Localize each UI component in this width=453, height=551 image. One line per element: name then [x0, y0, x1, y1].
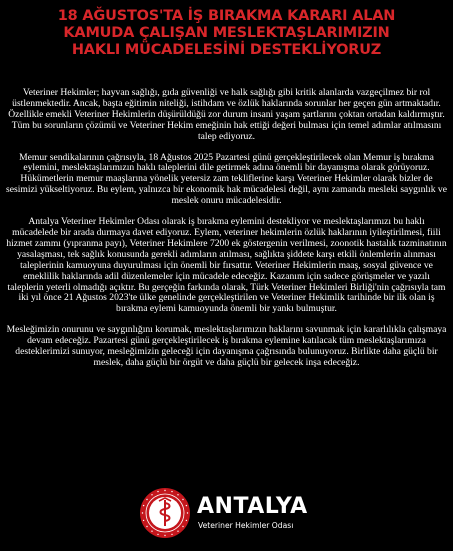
paragraph-3: Antalya Veteriner Hekimler Odası olarak iş bırakma eylemini destekliyor ve meslektaşlarımızı bu haklı mücadelede bir arada durmaya davet ediyoruz. Eylem, veteriner hekimlerin özlük haklarının iyileştirilmesi, fiili hizmet zammı (yıpranma payı), Veteriner Hekimlere 7200 ek göstergenin verilmesi, zoonotik hastalık tazminatının yasalaşması, tek sağlık konusunda gerekli adımların atılması, sağlıkta şiddete karşı etkili önlemlerin alınması taleplerinin kamuoyuna duyurulması için önemli bir fırsattır. Veteriner Hekimlerin maaş, sosyal güvence ve emeklilik haklarında adil düzenlemeler için mücadele edeceğiz. Kazanım için sadece görüşmeler ve yazılı taleplerin yeterli olmadığı açıktır. Bu gerçeğin farkında olarak, Türk Veteriner Hekimleri Birliği'nin çağrısıyla tam iki yıl önce 21 Ağustos 2023'te ülke genelinde gerçekleştirilen ve Veteriner Hekimlik tarihinde bir ilk olan iş bırakma eylemi kamuoyunda önemli bir yankı bulmuştur.: [6, 216, 447, 315]
organization-name: ANTALYA: [197, 494, 308, 519]
paragraph-1: Veteriner Hekimler; hayvan sağlığı, gıda güvenliği ve halk sağlığı gibi kritik alanlarda vazgeçilmez bir rol üstlenmektedir. Ancak, başta eğitimin niteliği, istihdam ve özlük haklarında sorunlar her geçen gün artmaktadır. Özellikle emekli Veteriner Hekimlerin düşürüldüğü zor durum insani yaşam şartlarını çoktan ortadan kaldırmıştır. Tüm bu sorunların çözümü ve Veteriner Hekim emeğinin hak ettiği değeri bulması için temel adımlar atılmasını talep ediyoruz.: [8, 87, 445, 142]
veterinary-seal-icon: [139, 487, 191, 539]
paragraph-2: Memur sendikalarının çağrısıyla, 18 Ağustos 2025 Pazartesi günü gerçekleştirilecek olan Memur iş bırakma eylemini, meslektaşlarımızın haklı taleplerini dile getirmek adına önemli bir dayanışma olarak görüyoruz. Hükümetlerin memur maaşlarına yönelik yetersiz zam tekliflerine karşı Veteriner Hekimler olarak bizler de sesimizi yükseltiyoruz. Bu eylem, yalnızca bir ekonomik hak mücadelesi değil, aynı zamanda mesleki saygınlık ve meslek onuru mücadelesidir.: [6, 151, 447, 207]
organization-logo: [0, 487, 453, 547]
paragraph-4: Mesleğimizin onurunu ve saygınlığını korumak, meslektaşlarımızın haklarını savunmak için kararlılıkla çalışmaya devam edeceğiz. Pazartesi günü gerçekleştirilecek iş bırakma eylemine katılacak tüm meslektaşlarımıza desteklerimizi sunuyor, mesleğimizin geleceği için dayanışma çağrısında bulunuyoruz. Birlikte daha güçlü bir meslek, daha güçlü bir örgüt ve daha güçlü bir gelecek inşa edeceğiz.: [6, 324, 447, 368]
headline-line-1: 18 AĞUSTOS'TA İŞ BIRAKMA KARARI ALAN: [57, 8, 396, 24]
headline-line-3: HAKLI MÜCADELESİNİ DESTEKLİYORUZ: [71, 42, 382, 58]
announcement-body: [6, 88, 447, 379]
page-headline: [0, 8, 453, 59]
organization-subtitle: Veteriner Hekimler Odası: [198, 521, 294, 530]
headline-line-2: KAMUDA ÇALIŞAN MESLEKTAŞLARIMIZIN: [63, 25, 390, 41]
